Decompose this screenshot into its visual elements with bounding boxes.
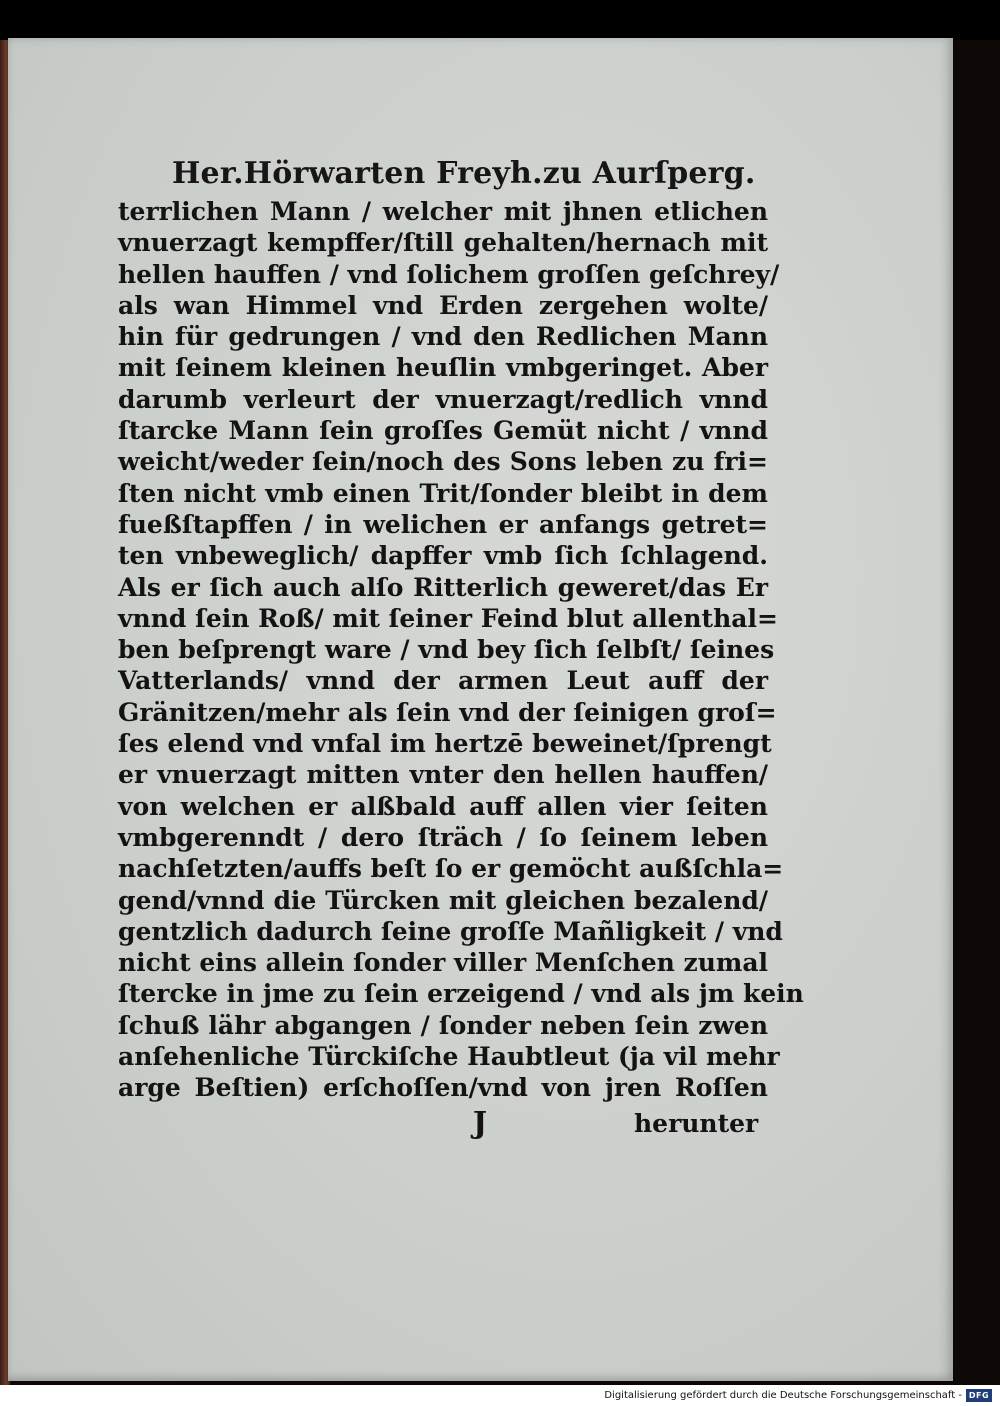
text-line: ſchuß lähr abgangen / ſonder neben ſein zwen (118, 1010, 768, 1040)
text-line: von welchen er alßbald auff allen vier ſeiten (118, 791, 768, 821)
signature-mark: J (472, 1106, 488, 1141)
text-line: nachſetzten/auffs beſt ſo er gemöcht außſchla= (118, 854, 784, 884)
text-line: ben beſprengt ware / vnd bey ſich ſelbſt/ ſeines (118, 635, 775, 665)
text-line: gentzlich dadurch ſeine groſſe Mañligkeit / vnd (118, 916, 783, 946)
text-line: als wan Himmel vnd Erden zergehen wolte/ (118, 290, 768, 320)
running-head: Her.Hörwarten Freyh.zu Aurſperg. (172, 156, 756, 191)
text-line: hellen hauffen / vnd ſolichem groſſen geſchrey/ (118, 259, 780, 289)
text-line: hin für gedrungen / vnd den Redlichen Mann (118, 322, 768, 352)
catchword: herunter (634, 1109, 759, 1138)
text-line: ſtercke in jme zu ſein erzeigend / vnd als jm kein (118, 979, 804, 1009)
text-line: ſtarcke Mann ſein groſſes Gemüt nicht / vnnd (118, 416, 768, 446)
text-line: weicht/weder ſein/noch des Sons leben zu fri= (118, 447, 768, 477)
text-line: ſten nicht vmb einen Trit/ſonder bleibt in dem (118, 478, 768, 508)
text-line: terrlichen Mann / welcher mit jhnen etlichen (118, 197, 768, 226)
text-line: Vatterlands/ vnnd der armen Leut auff der (118, 666, 768, 696)
text-line: vmbgerenndt / dero ſträch / ſo ſeinem leben (118, 822, 768, 852)
text-line: er vnuerzagt mitten vnter den hellen hauffen/ (118, 760, 768, 790)
dfg-logo-icon[interactable]: DFG (966, 1389, 992, 1402)
text-line: arge Beſtien) erſchoſſen/vnd von jren Roſſen (118, 1073, 768, 1103)
text-line: vnuerzagt kempffer/ſtill gehalten/hernach mit (118, 228, 768, 258)
text-line: gend/vnnd die Türcken mit gleichen bezalend/ (118, 885, 768, 915)
text-line: ſes elend vnd vnfal im hertzē beweinet/ſprengt (118, 729, 772, 759)
text-line: nicht eins allein ſonder viller Menſchen zumal (118, 948, 769, 978)
text-line: anſehenliche Türckiſche Haubtleut (ja vil mehr (118, 1042, 780, 1072)
text-line: ten vnbeweglich/ dapffer vmb ſich ſchlagend. (118, 541, 768, 571)
text-line: fueßſtapffen / in welichen er anfangs getret= (118, 509, 768, 539)
funding-credit: Digitalisierung gefördert durch die Deutsche Forschungsgemeinschaft - (604, 1390, 962, 1401)
body-text (118, 196, 804, 1104)
text-line: Gränitzen/mehr als ſein vnd der ſeinigen groſ= (118, 697, 777, 727)
footer-bar (0, 1385, 1000, 1406)
text-line: mit ſeinem kleinen heuſlin vmbgeringet. Aber (118, 353, 768, 383)
text-line: darumb verleurt der vnuerzagt/redlich vnnd (118, 384, 768, 414)
text-line: vnnd ſein Roß/ mit ſeiner Feind blut allenthal= (118, 603, 778, 633)
text-line: Als er ſich auch alſo Ritterlich geweret/das Er (118, 572, 768, 602)
